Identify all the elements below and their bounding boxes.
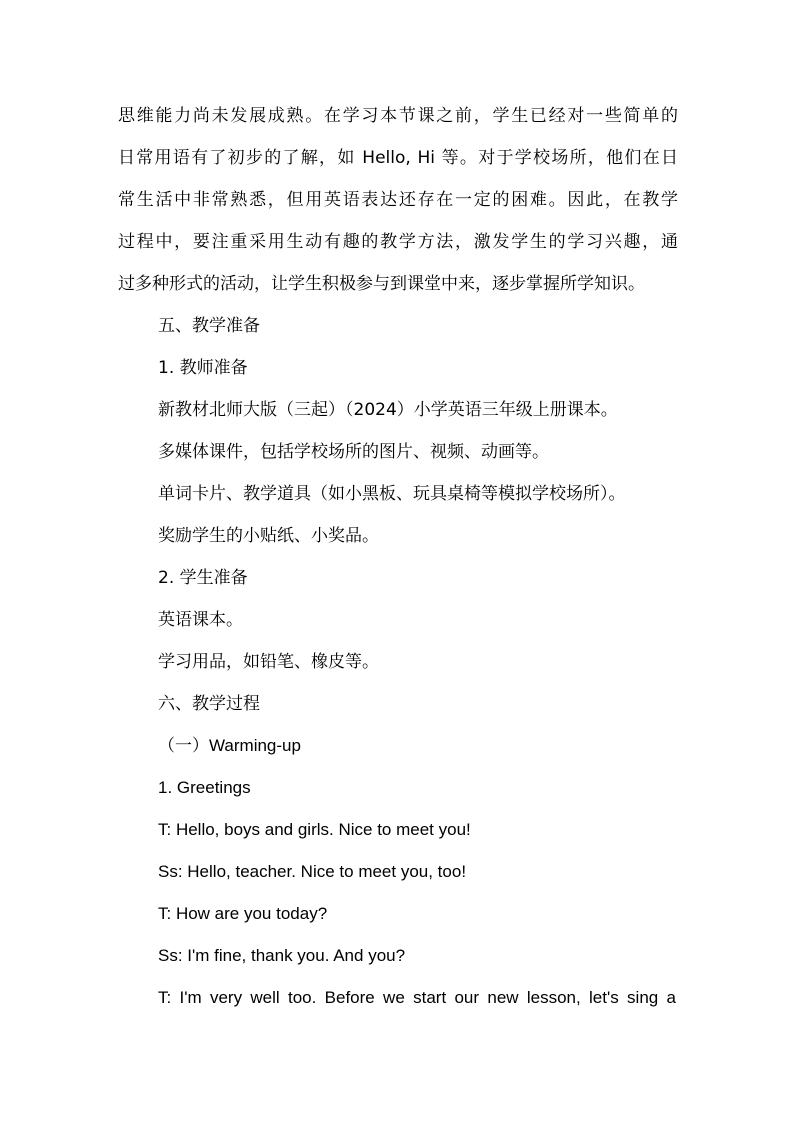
dialogue-line: Ss: I'm fine, thank you. And you? (158, 946, 406, 965)
list-item: 学习用品，如铅笔、橡皮等。 (158, 652, 379, 672)
list-item: 英语课本。 (158, 610, 243, 630)
dialogue-line: T: Hello, boys and girls. Nice to meet you! (158, 820, 471, 839)
paragraph-line: 思维能力尚未发展成熟。在学习本节课之前，学生已经对一些简单的 (118, 106, 678, 126)
subsection-heading: （一）Warming-up (158, 736, 301, 755)
list-item: 新教材北师大版（三起）（2024）小学英语三年级上册课本。 (158, 400, 618, 420)
paragraph-line: 日常用语有了初步的了解，如 Hello, Hi 等。对于学校场所，他们在日 (118, 148, 678, 168)
section-heading: 六、教学过程 (158, 694, 260, 714)
paragraph-line: 过程中，要注重采用生动有趣的教学方法，激发学生的学习兴趣，通 (118, 232, 678, 252)
subsection-heading: 1. Greetings (158, 778, 251, 797)
section-heading: 五、教学准备 (158, 316, 260, 336)
paragraph-line: 常生活中非常熟悉，但用英语表达还存在一定的困难。因此，在教学 (118, 190, 678, 210)
list-item: 单词卡片、教学道具（如小黑板、玩具桌椅等模拟学校场所）。 (158, 484, 626, 504)
subsection-heading: 2. 学生准备 (158, 568, 248, 588)
subsection-heading: 1. 教师准备 (158, 358, 248, 378)
dialogue-line: Ss: Hello, teacher. Nice to meet you, too! (158, 862, 467, 881)
dialogue-line: T: I'm very well too. Before we start our new lesson, let's sing a (158, 988, 676, 1007)
list-item: 奖励学生的小贴纸、小奖品。 (158, 526, 379, 546)
dialogue-line: T: How are you today? (158, 904, 328, 923)
list-item: 多媒体课件，包括学校场所的图片、视频、动画等。 (158, 442, 549, 462)
paragraph-line: 过多种形式的活动，让学生积极参与到课堂中来，逐步掌握所学知识。 (118, 274, 645, 294)
